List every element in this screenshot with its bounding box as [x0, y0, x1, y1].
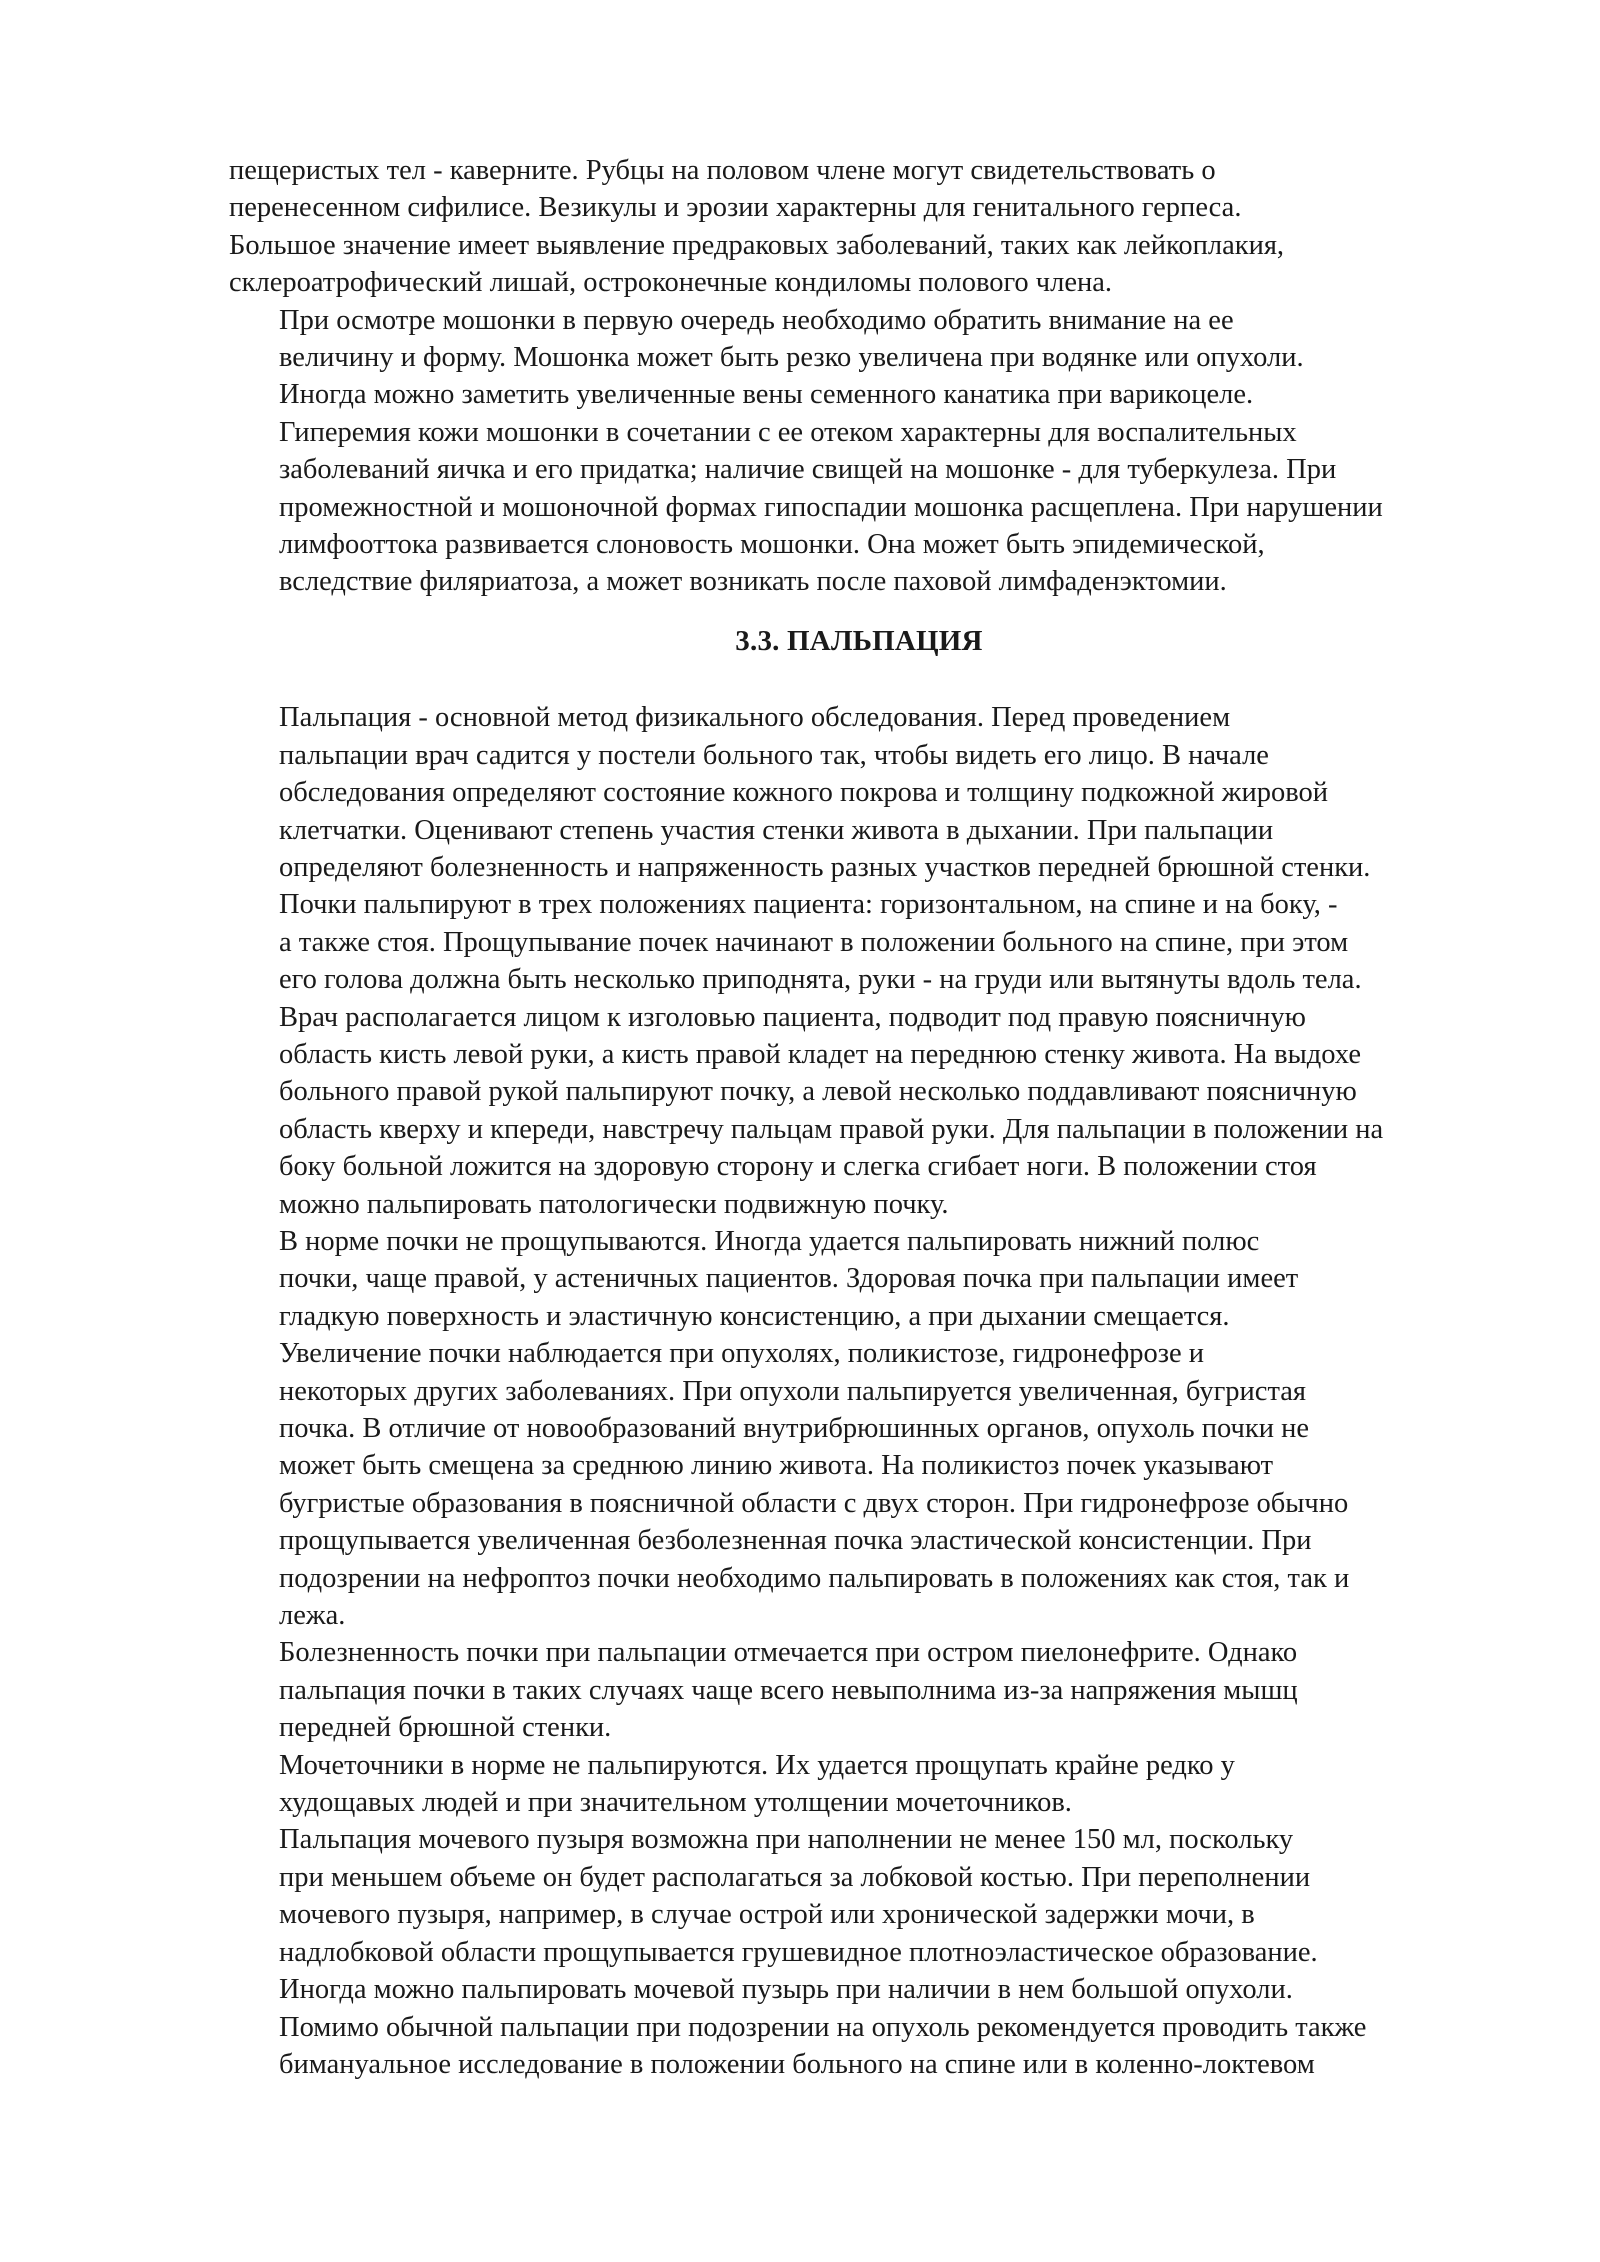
- paragraph: [229, 699, 1489, 886]
- text-line: Иногда можно пальпировать мочевой пузырь при наличии в нем большой опухоли.: [279, 1974, 1293, 2006]
- text-line: может быть смещена за среднюю линию живота. На поликистоз почек указывают: [279, 1450, 1274, 1482]
- text-line: Большое значение имеет выявление предраковых заболеваний, таких как лейкоплакия,: [229, 229, 1285, 261]
- text-line: Гиперемия кожи мошонки в сочетании с ее отеком характерны для воспалительных: [279, 416, 1297, 448]
- text-line: боку больной ложится на здоровую сторону и слегка сгибает ноги. В положении стоя: [279, 1151, 1317, 1183]
- text-line: Помимо обычной пальпации при подозрении на опухоль рекомендуется проводить также: [279, 2011, 1367, 2043]
- text-line: обследования определяют состояние кожного покрова и толщину подкожной жировой: [279, 777, 1329, 809]
- paragraph: [229, 1821, 1489, 2083]
- text-line: При осмотре мошонки в первую очередь необходимо обратить внимание на ее: [279, 304, 1234, 336]
- text-line: перенесенном сифилисе. Везикулы и эрозии характерны для генитального герпеса.: [229, 192, 1242, 224]
- text-line: Иногда можно заметить увеличенные вены семенного канатика при варикоцеле.: [279, 379, 1254, 411]
- text-line: его голова должна быть несколько приподнята, руки - на груди или вытянуты вдоль тела.: [279, 964, 1362, 996]
- paragraph: [229, 1634, 1489, 1746]
- text-line: передней брюшной стенки.: [279, 1712, 612, 1744]
- text-line: пещеристых тел - каверните. Рубцы на половом члене могут свидетельствовать о: [229, 155, 1216, 186]
- text-line: область кверху и кпереди, навстречу пальцам правой руки. Для пальпации в положении на: [279, 1113, 1384, 1145]
- body-text-after-heading: [229, 699, 1489, 2083]
- text-line: клетчатки. Оценивают степень участия стенки живота в дыхании. При пальпации: [279, 814, 1274, 846]
- text-line: можно пальпировать патологически подвижную почку.: [279, 1188, 949, 1220]
- text-line: Пальпация мочевого пузыря возможна при наполнении не менее 150 мл, поскольку: [279, 1824, 1294, 1856]
- text-line: склероатрофический лишай, остроконечные кондиломы полового члена.: [229, 267, 1113, 299]
- text-line: Врач располагается лицом к изголовью пациента, подводит под правую поясничную: [279, 1001, 1306, 1033]
- text-line: больного правой рукой пальпируют почку, а левой несколько поддавливают поясничную: [279, 1076, 1357, 1108]
- text-line: подозрении на нефроптоз почки необходимо пальпировать в положениях как стоя, так и: [279, 1562, 1350, 1594]
- text-line: при меньшем объеме он будет располагаться за лобковой костью. При переполнении: [279, 1861, 1311, 1893]
- paragraph: [229, 1223, 1489, 1335]
- text-line: вследствие филяриатоза, а может возникать после паховой лимфаденэктомии.: [279, 566, 1227, 598]
- text-line: гладкую поверхность и эластичную консистенцию, а при дыхании смещается.: [279, 1300, 1230, 1332]
- text-line: худощавых людей и при значительном утолщении мочеточников.: [279, 1787, 1072, 1819]
- paragraph: [229, 1747, 1489, 1822]
- text-line: область кисть левой руки, а кисть правой кладет на переднюю стенку живота. На выдохе: [279, 1038, 1361, 1070]
- text-line: лимфооттока развивается слоновость мошонки. Она может быть эпидемической,: [279, 529, 1265, 561]
- text-line: Болезненность почки при пальпации отмечается при остром пиелонефрите. Однако: [279, 1637, 1298, 1669]
- text-line: лежа.: [279, 1600, 346, 1632]
- text-line: Увеличение почки наблюдается при опухолях, поликистозе, гидронефрозе и: [279, 1338, 1204, 1370]
- text-line: заболеваний яичка и его придатка; наличие свищей на мошонке - для туберкулеза. При: [279, 454, 1337, 486]
- text-line: а также стоя. Прощупывание почек начинают в положении больного на спине, при этом: [279, 926, 1349, 958]
- text-line: пальпация почки в таких случаях чаще всего невыполнима из-за напряжения мышц: [279, 1674, 1298, 1706]
- text-line: почки, чаще правой, у астеничных пациентов. Здоровая почка при пальпации имеет: [279, 1263, 1299, 1295]
- text-line: мочевого пузыря, например, в случае острой или хронической задержки мочи, в: [279, 1899, 1255, 1931]
- text-line: некоторых других заболеваниях. При опухоли пальпируется увеличенная, бугристая: [279, 1375, 1307, 1407]
- text-line: В норме почки не прощупываются. Иногда удается пальпировать нижний полюс: [279, 1225, 1260, 1257]
- text-line: прощупывается увеличенная безболезненная почка эластической консистенции. При: [279, 1525, 1312, 1557]
- paragraph: [229, 1335, 1489, 1634]
- section-heading: 3.3. ПАЛЬПАЦИЯ: [735, 624, 983, 657]
- page-body: [229, 152, 1489, 2083]
- text-line: почка. В отличие от новообразований внутрибрюшинных органов, опухоль почки не: [279, 1413, 1310, 1444]
- paragraph: [229, 152, 1489, 302]
- text-line: промежностной и мошоночной формах гипоспадии мошонка расщеплена. При нарушении: [279, 491, 1383, 523]
- text-line: бугристые образования в поясничной области с двух сторон. При гидронефрозе обычно: [279, 1487, 1349, 1519]
- text-line: бимануальное исследование в положении больного на спине или в коленно-локтевом: [279, 2048, 1315, 2080]
- body-text-before-heading: [229, 152, 1489, 601]
- text-line: определяют болезненность и напряженность разных участков передней брюшной стенки.: [279, 851, 1371, 883]
- text-line: Пальпация - основной метод физикального обследования. Перед проведением: [279, 702, 1231, 734]
- paragraph: [229, 302, 1489, 601]
- text-line: величину и форму. Мошонка может быть резко увеличена при водянке или опухоли.: [279, 342, 1304, 374]
- text-line: надлобковой области прощупывается грушевидное плотноэластическое образование.: [279, 1936, 1318, 1968]
- text-line: Почки пальпируют в трех положениях пациента: горизонтальном, на спине и на боку, -: [279, 889, 1338, 921]
- paragraph: [229, 886, 1489, 1223]
- text-line: пальпации врач садится у постели больного так, чтобы видеть его лицо. В начале: [279, 739, 1269, 771]
- text-line: Мочеточники в норме не пальпируются. Их удается прощупать крайне редко у: [279, 1749, 1235, 1781]
